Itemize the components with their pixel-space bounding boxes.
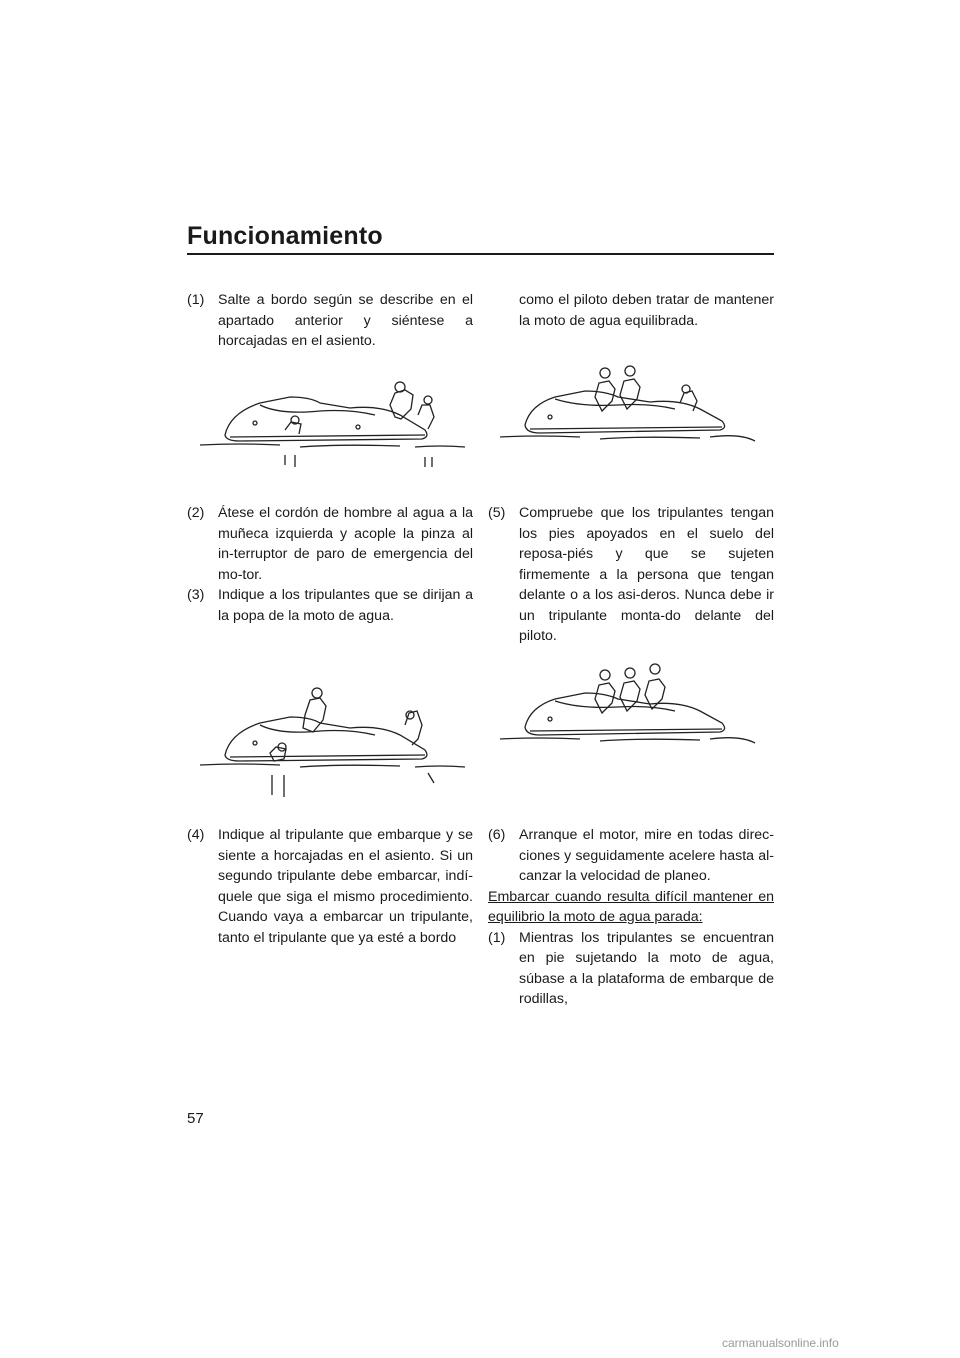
step-5 (488, 503, 774, 647)
watercraft-rider-icon (500, 655, 765, 760)
step-4 (187, 825, 473, 948)
watercraft-rider-icon (200, 685, 465, 800)
watercraft-boarding-illustration-2 (200, 685, 465, 800)
step-1b (488, 928, 774, 1010)
step-3 (187, 585, 473, 626)
step-number: (5) (488, 505, 506, 521)
step-text: Salte a bordo según se describe en el apartado anterior y siéntese a horcajadas en el asiento. (218, 292, 473, 349)
step-4-continuation (488, 290, 774, 331)
step-text: Mientras los tripulantes se encuentran en pie sujetando la moto de agua, súbase a la plataforma de embarque de rodillas, (519, 929, 774, 1007)
step-text: Compruebe que los tripulantes tengan los pies apoyados en el suelo del reposa-piés y que se sujeten firmemente a la persona que tengan delante o a los asi-deros. Nunca debe ir un tripulante monta-do delante del piloto. (519, 505, 774, 644)
right-column-top (488, 290, 774, 331)
right-column-middle (488, 503, 774, 647)
watercraft-boarding-illustration-1 (200, 375, 465, 470)
step-6 (488, 825, 774, 887)
step-number: (4) (187, 827, 205, 843)
left-column-top (187, 290, 473, 352)
watercraft-boarding-illustration-4 (500, 655, 765, 760)
watercraft-rider-icon (500, 355, 765, 455)
continuation-text: como el piloto deben tratar de mantener la moto de agua equilibrada. (519, 292, 774, 329)
step-text: Átese el cordón de hombre al agua a la muñeca izquierda y acople la pinza al in-terruptor de paro de emergencia del mo-tor. (218, 505, 473, 583)
step-text: Indique a los tripulantes que se dirijan a la popa de la moto de agua. (218, 587, 473, 624)
watermark: carmanualsonline.info (722, 1336, 839, 1350)
page-number: 57 (187, 1110, 204, 1127)
page-title: Funcionamiento (187, 222, 383, 250)
left-column-middle (187, 503, 473, 626)
watercraft-boarding-illustration-3 (500, 355, 765, 455)
step-text: Indique al tripulante que embarque y se siente a horcajadas en el asiento. Si un segundo tripulante debe embarcar, indí-quele que siga el mismo procedimiento. Cuando vaya a embarcar un tripulante, tanto el tripulante que ya esté a bordo (218, 827, 473, 946)
watercraft-rider-icon (200, 375, 465, 470)
step-number: (1) (488, 929, 506, 946)
step-number: (1) (187, 292, 205, 308)
step-2 (187, 503, 473, 585)
step-text: Arranque el motor, mire en todas direc-ciones y seguidamente acelere hasta al-canzar la velocidad de planeo. (519, 827, 774, 884)
section-heading: Embarcar cuando resulta difícil mantener en equilibrio la moto de agua parada: (488, 888, 774, 925)
step-number: (2) (187, 505, 205, 521)
step-number: (3) (187, 587, 205, 603)
right-column-bottom (488, 825, 774, 1010)
left-column-bottom (187, 825, 473, 948)
step-1 (187, 290, 473, 352)
step-number: (6) (488, 827, 506, 843)
title-rule (187, 253, 774, 255)
